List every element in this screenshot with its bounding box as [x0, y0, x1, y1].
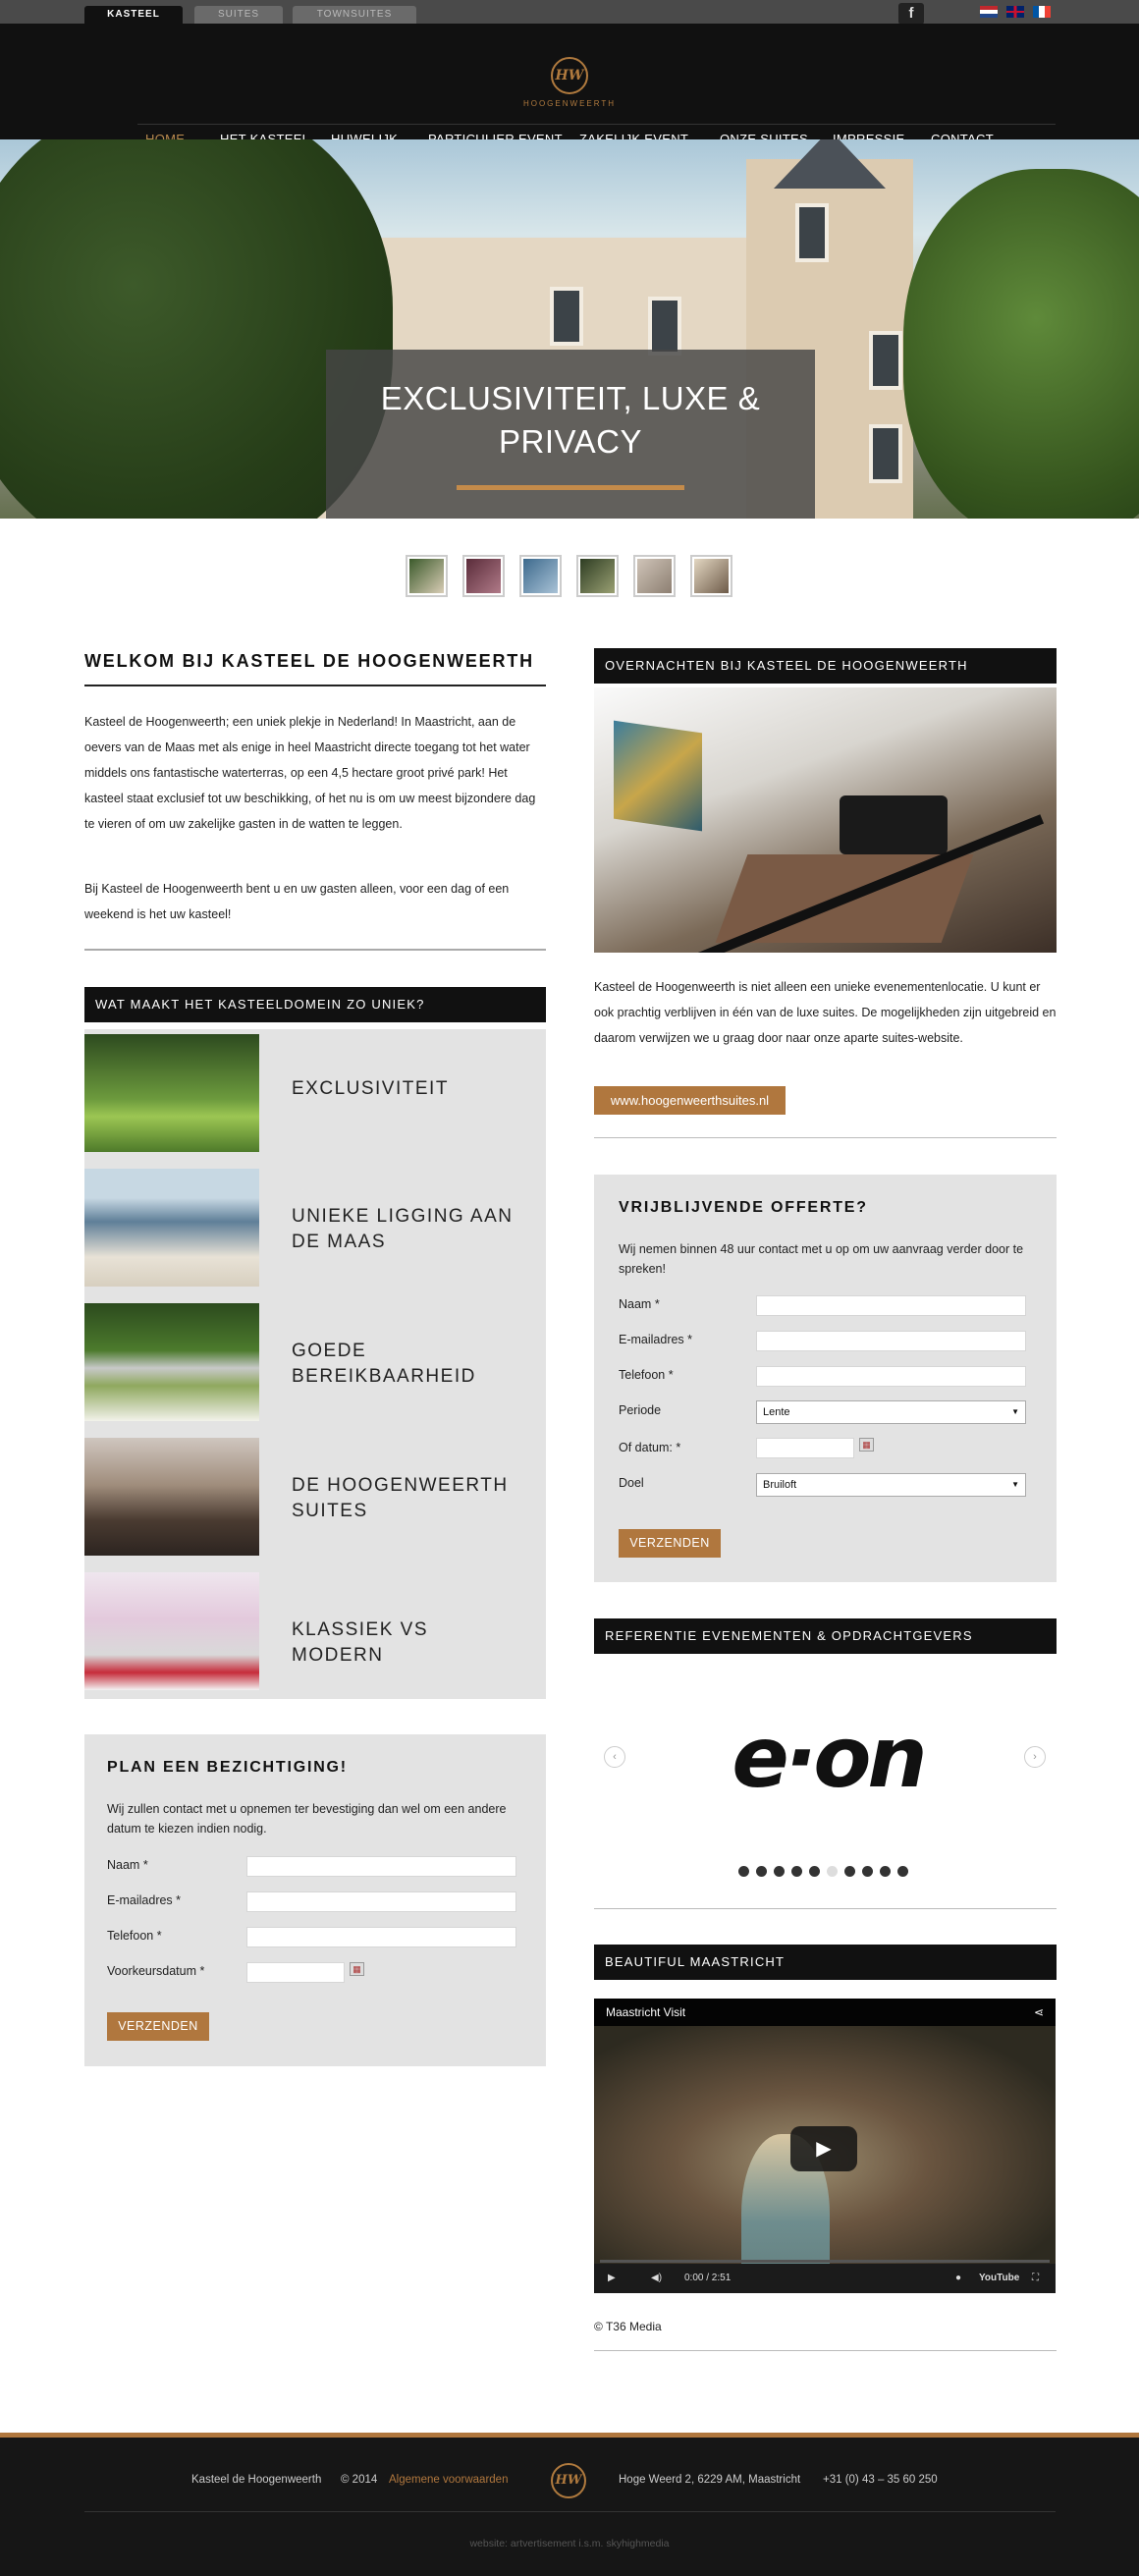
visit-form-intro: Wij zullen contact met u opnemen ter bevestiging dan wel om een andere datum te kiezen indien nodig.	[107, 1802, 507, 1836]
video-time: 0:00 / 2:51	[684, 2273, 732, 2283]
footer-logo-icon[interactable]: HW	[551, 2463, 586, 2498]
river-terrace-image	[84, 1169, 259, 1287]
play-small-icon[interactable]: ▶	[608, 2273, 616, 2283]
nav-divider	[137, 124, 1056, 125]
goal-label: Doel	[619, 1476, 644, 1490]
window	[869, 331, 902, 390]
footer-divider	[84, 2511, 1056, 2512]
window	[648, 297, 681, 356]
unique-item-label: DE HOOGENWEERTH SUITES	[292, 1475, 509, 1521]
eon-logo: e·on	[732, 1709, 924, 1807]
visit-name-field[interactable]	[246, 1856, 516, 1877]
hero-slider[interactable]	[0, 139, 1139, 519]
references-header: REFERENTIE EVENEMENTEN & OPDRACHTGEVERS	[594, 1618, 1057, 1654]
quote-form-intro: Wij nemen binnen 48 uur contact met u op om uw aanvraag verder door te spreken!	[619, 1242, 1024, 1276]
flag-en-icon[interactable]	[1006, 6, 1024, 18]
visit-email-field[interactable]	[246, 1891, 516, 1912]
hero-caption-title: EXCLUSIVITEIT, LUXE & PRIVACY	[380, 380, 761, 460]
section-divider	[84, 949, 546, 951]
unique-item-bereikbaarheid[interactable]	[84, 1303, 547, 1421]
visit-form-panel	[84, 1734, 546, 2066]
quote-form-title: VRIJBLIJVENDE OFFERTE?	[619, 1199, 868, 1216]
visit-form-title: PLAN EEN BEZICHTIGING!	[107, 1759, 348, 1776]
date-label: Of datum: *	[619, 1441, 681, 1454]
fullscreen-icon[interactable]: ⛶	[1032, 2273, 1039, 2283]
slider-thumbnail[interactable]	[406, 555, 448, 597]
suite-interior-image	[594, 687, 1057, 953]
email-label: E-mailadres *	[107, 1893, 182, 1907]
date-label: Voorkeursdatum *	[107, 1964, 205, 1978]
logo-text: HOOGENWEERTH	[522, 99, 617, 108]
period-select[interactable]: Lente ▼	[756, 1400, 1026, 1424]
period-label: Periode	[619, 1403, 662, 1417]
maastricht-header: BEAUTIFUL MAASTRICHT	[594, 1945, 1057, 1980]
footer-name: Kasteel de Hoogenweerth	[191, 2474, 322, 2486]
window	[869, 424, 902, 483]
wall-painting	[614, 721, 702, 832]
video-player[interactable]	[594, 1999, 1056, 2293]
welcome-title: WELKOM BIJ KASTEEL DE HOOGENWEERTH	[84, 651, 534, 671]
quote-submit-button[interactable]: VERZENDEN	[619, 1529, 721, 1558]
footer-terms-link[interactable]: Algemene voorwaarden	[389, 2474, 509, 2486]
share-icon[interactable]: ⋖	[1033, 2005, 1044, 2019]
unique-item-exclusiviteit[interactable]	[84, 1034, 547, 1152]
footer-year: © 2014	[341, 2474, 378, 2486]
slider-thumbnail[interactable]	[519, 555, 562, 597]
unique-item-label: GOEDE BEREIKBAARHEID	[292, 1341, 476, 1387]
sofa	[840, 795, 948, 854]
play-icon[interactable]: ▶	[790, 2126, 857, 2171]
hero-caption-underline	[457, 485, 684, 490]
flag-nl-icon[interactable]	[980, 6, 998, 18]
carousel-dot[interactable]	[756, 1866, 767, 1877]
unique-item-klassiek[interactable]	[84, 1572, 547, 1690]
tree-right	[903, 169, 1139, 519]
unique-item-label: EXCLUSIVITEIT	[292, 1078, 449, 1099]
unique-item-label: KLASSIEK VS MODERN	[292, 1619, 429, 1666]
slider-thumbnail[interactable]	[576, 555, 619, 597]
visit-date-field[interactable]	[246, 1962, 345, 1983]
carousel-dot[interactable]	[791, 1866, 802, 1877]
footer-address: Hoge Weerd 2, 6229 AM, Maastricht	[619, 2474, 801, 2486]
quote-email-field[interactable]	[756, 1331, 1026, 1351]
hero-caption	[326, 350, 815, 519]
logo-icon[interactable]: HW	[551, 57, 588, 94]
tab-townsuites[interactable]: TOWNSUITES	[293, 6, 416, 24]
modern-room-image	[84, 1572, 259, 1690]
overnight-text: Kasteel de Hoogenweerth is niet alleen een unieke evenementenlocatie. U kunt er ook prachtig verblijven in één van de luxe suites. De mogelijkheden zijn uitgebreid en daarom verwijzen we u graag door naar onze aparte suites-website.	[594, 980, 1057, 1045]
carousel-dot[interactable]	[880, 1866, 891, 1877]
youtube-logo[interactable]: YouTube	[979, 2273, 1020, 2283]
name-label: Naam *	[107, 1858, 148, 1872]
quote-form-panel	[594, 1175, 1057, 1582]
carousel-dot[interactable]	[844, 1866, 855, 1877]
quote-date-field[interactable]	[756, 1438, 854, 1458]
section-divider	[594, 1908, 1057, 1909]
site-header	[0, 24, 1139, 139]
info-icon[interactable]: ●	[955, 2273, 962, 2283]
video-controls	[594, 2264, 1056, 2293]
tab-kasteel[interactable]: KASTEEL	[84, 6, 183, 24]
welcome-rule	[84, 685, 546, 686]
garden-road-image	[84, 1303, 259, 1421]
carousel-dot-active[interactable]	[827, 1866, 838, 1877]
top-bar	[0, 0, 1139, 24]
calendar-icon[interactable]: ▦	[859, 1438, 874, 1452]
name-label: Naam *	[619, 1297, 660, 1311]
carousel-prev-icon[interactable]: ‹	[604, 1746, 625, 1768]
slider-thumbnail[interactable]	[690, 555, 732, 597]
overnight-header: OVERNACHTEN BIJ KASTEEL DE HOOGENWEERTH	[594, 648, 1057, 684]
unique-panel	[84, 1029, 546, 1699]
flag-fr-icon[interactable]	[1033, 6, 1051, 18]
footer-credit[interactable]: website: artvertisement i.s.m. skyhighmedia	[469, 2538, 670, 2549]
carousel-next-icon[interactable]: ›	[1024, 1746, 1046, 1768]
video-credit: © T36 Media	[594, 2320, 662, 2333]
suites-website-link[interactable]: www.hoogenweerthsuites.nl	[594, 1086, 786, 1115]
slider-thumbnail[interactable]	[633, 555, 676, 597]
facebook-icon[interactable]: f	[898, 3, 924, 25]
window	[795, 203, 829, 262]
quote-phone-field[interactable]	[756, 1366, 1026, 1387]
carousel-dot[interactable]	[774, 1866, 785, 1877]
video-title-bar	[594, 1999, 1056, 2026]
visit-phone-field[interactable]	[246, 1927, 516, 1947]
welcome-paragraph-2: Bij Kasteel de Hoogenweerth bent u en uw gasten alleen, voor een dag of een weekend is het uw kasteel!	[84, 882, 510, 921]
section-divider	[594, 2350, 1057, 2351]
suite-room-image	[84, 1438, 259, 1556]
carousel-dot[interactable]	[809, 1866, 820, 1877]
email-label: E-mailadres *	[619, 1333, 693, 1346]
video-progress-bar[interactable]	[600, 2260, 1050, 2263]
video-title[interactable]: Maastricht Visit	[606, 2005, 686, 2019]
phone-label: Telefoon *	[107, 1929, 162, 1943]
quote-name-field[interactable]	[756, 1295, 1026, 1316]
welcome-paragraph-1: Kasteel de Hoogenweerth; een uniek plekje in Nederland! In Maastricht, aan de oevers van de Maas met als enige in heel Maastricht directe toegang tot het water middels ons fantastische waterterras, op een 4,5 hectare groot privé park! Het kasteel staat exclusief tot uw beschikking, of het nu is om uw meest bijzondere dag te vieren of om uw zakelijke gasten in de watten te leggen.	[84, 715, 536, 831]
phone-label: Telefoon *	[619, 1368, 674, 1382]
calendar-icon[interactable]: ▦	[350, 1962, 364, 1976]
park-image	[84, 1034, 259, 1152]
volume-icon[interactable]: ◀)	[651, 2273, 663, 2283]
unique-header: WAT MAAKT HET KASTEELDOMEIN ZO UNIEK?	[84, 987, 546, 1022]
window	[550, 287, 583, 346]
section-divider	[594, 1137, 1057, 1138]
visit-submit-button[interactable]: VERZENDEN	[107, 2012, 209, 2041]
footer-phone: +31 (0) 43 – 35 60 250	[823, 2474, 938, 2486]
unique-item-suites[interactable]	[84, 1438, 547, 1556]
unique-item-ligging[interactable]	[84, 1169, 547, 1287]
unique-item-label: UNIEKE LIGGING AAN DE MAAS	[292, 1206, 514, 1252]
carousel-dot[interactable]	[897, 1866, 908, 1877]
carousel-dot[interactable]	[738, 1866, 749, 1877]
carousel-dot[interactable]	[862, 1866, 873, 1877]
site-footer	[0, 2433, 1139, 2576]
slider-thumbnail[interactable]	[462, 555, 505, 597]
goal-select[interactable]: Bruiloft ▼	[756, 1473, 1026, 1497]
tab-suites[interactable]: SUITES	[194, 6, 283, 24]
